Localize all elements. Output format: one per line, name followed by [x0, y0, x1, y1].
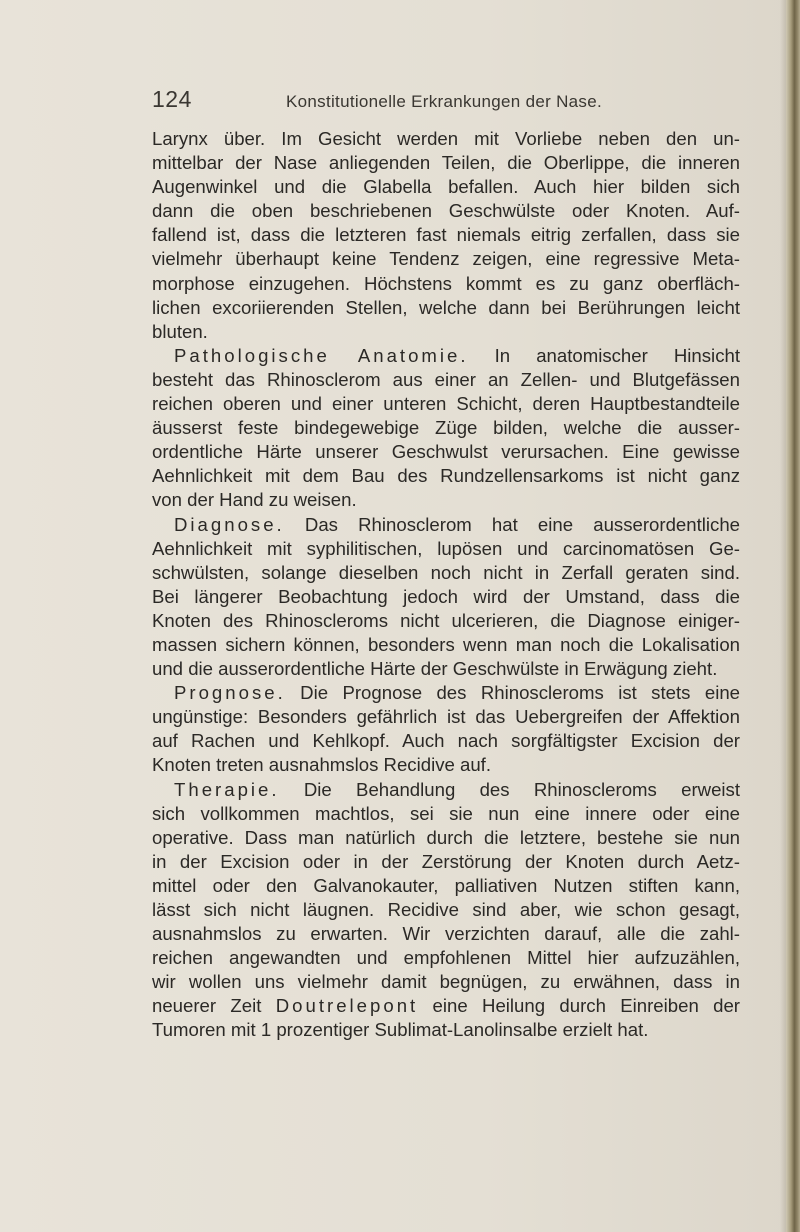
text-line: Tumoren mit 1 prozentiger Sublimat-Lanolinsalbe erzielt hat.: [152, 1019, 649, 1041]
text-line: vielmehr überhaupt keine Tendenz zeigen, eine regressive Meta-: [152, 248, 740, 270]
section-first-line: [152, 513, 740, 537]
text-fragment: Das Rhinosclerom hat eine ausserordentliche: [304, 513, 740, 535]
body-text: [152, 127, 740, 1043]
section-heading-pathologie: Pathologische Anatomie.: [174, 344, 469, 366]
text-fragment: eine Heilung durch Einreiben der: [418, 995, 740, 1017]
author-name: Doutrelepont: [275, 995, 419, 1017]
text-line-with-name: [152, 994, 740, 1018]
text-line: Knoten des Rhinoscleroms nicht ulcerieren, die Diagnose einiger-: [152, 609, 740, 631]
section-first-line: [152, 681, 740, 705]
text-line: besteht das Rhinosclerom aus einer an Zellen- und Blutgefässen: [152, 368, 740, 390]
text-line: und die ausserordentliche Härte der Geschwülste in Erwägung zieht.: [152, 658, 718, 680]
section-first-line: [152, 778, 740, 802]
text-line: fallend ist, dass die letzteren fast niemals eitrig zerfallen, dass sie: [152, 224, 740, 246]
section-heading-therapie: Therapie.: [174, 778, 280, 800]
text-line: ordentliche Härte unserer Geschwulst verursachen. Eine gewisse: [152, 441, 740, 463]
text-line: Knoten treten ausnahmslos Recidive auf.: [152, 754, 492, 776]
text-line: äusserst feste bindegewebige Züge bilden, welche die ausser-: [152, 417, 740, 439]
text-line: ausnahmslos zu erwarten. Wir verzichten darauf, alle die zahl-: [152, 923, 740, 945]
running-title: Konstitutionelle Erkrankungen der Nase.: [286, 92, 602, 111]
text-line: lichen excoriierenden Stellen, welche dann bei Berührungen leicht: [152, 296, 740, 318]
page-header: [152, 86, 752, 116]
text-line: mittelbar der Nase anliegenden Teilen, die Oberlippe, die inneren: [152, 152, 740, 174]
text-line: reichen angewandten und empfohlenen Mittel hier aufzuzählen,: [152, 947, 740, 969]
text-line: dann die oben beschriebenen Geschwülste oder Knoten. Auf-: [152, 200, 740, 222]
text-line: auf Rachen und Kehlkopf. Auch nach sorgfältigster Excision der: [152, 730, 740, 752]
text-line: reichen oberen und einer unteren Schicht, deren Hauptbestandteile: [152, 393, 740, 415]
text-line: Bei längerer Beobachtung jedoch wird der Umstand, dass die: [152, 585, 740, 607]
text-line: Augenwinkel und die Glabella befallen. Auch hier bilden sich: [152, 176, 740, 198]
text-fragment: Die Prognose des Rhinoscleroms ist stets eine: [300, 682, 741, 704]
text-line: lässt sich nicht läugnen. Recidive sind aber, wie schon gesagt,: [152, 899, 740, 920]
text-fragment: In anatomischer Hinsicht: [494, 344, 740, 366]
text-fragment: Die Behandlung des Rhinoscleroms erweist: [303, 778, 740, 800]
text-line: mittel oder den Galvanokauter, palliativen Nutzen stiften kann,: [152, 874, 740, 896]
text-line: Aehnlichkeit mit syphilitischen, lupösen und carcinomatösen Ge-: [152, 537, 740, 559]
text-line: Larynx über. Im Gesicht werden mit Vorliebe neben den un-: [152, 128, 740, 149]
text-line: operative. Dass man natürlich durch die letztere, bestehe sie nun: [152, 826, 740, 848]
text-line: sich vollkommen machtlos, sei sie nun eine innere oder eine: [152, 802, 740, 824]
text-line: von der Hand zu weisen.: [152, 489, 357, 511]
section-heading-prognose: Prognose.: [174, 682, 286, 704]
text-fragment: neuerer Zeit: [152, 995, 276, 1017]
section-first-line: [152, 344, 740, 368]
text-line: ungünstige: Besonders gefährlich ist das Uebergreifen der Affektion: [152, 706, 740, 728]
text-line: Aehnlichkeit mit dem Bau des Rundzellensarkoms ist nicht ganz: [152, 465, 740, 487]
text-line: in der Excision oder in der Zerstörung der Knoten durch Aetz-: [152, 850, 740, 872]
page-edge: [786, 0, 800, 1232]
text-line: bluten.: [152, 320, 208, 342]
text-line: morphose einzugehen. Höchstens kommt es zu ganz oberfläch-: [152, 272, 740, 294]
text-line: massen sichern können, besonders wenn man noch die Lokalisation: [152, 633, 740, 655]
text-line: wir wollen uns vielmehr damit begnügen, zu erwähnen, dass in: [152, 971, 740, 993]
text-line: schwülsten, solange dieselben noch nicht in Zerfall geraten sind.: [152, 561, 740, 583]
page-number: 124: [152, 86, 192, 112]
section-heading-diagnose: Diagnose.: [174, 513, 285, 535]
